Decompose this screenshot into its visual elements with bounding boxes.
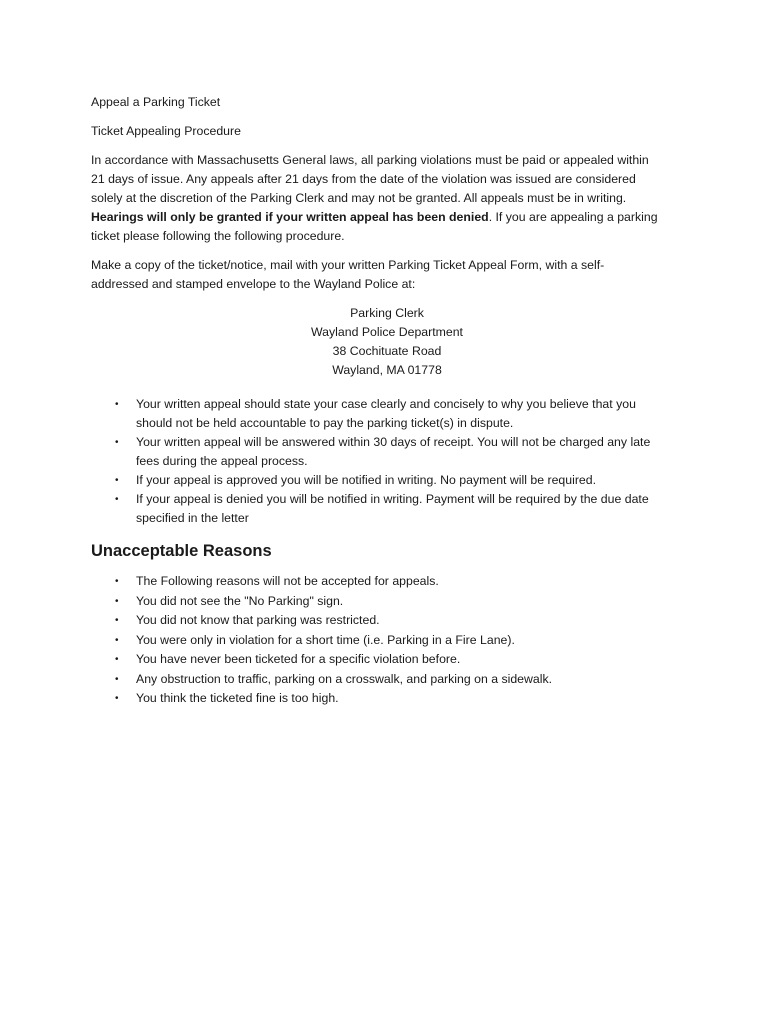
bullet-icon: • — [115, 576, 119, 587]
list-item — [91, 689, 683, 708]
bullet-icon: • — [115, 615, 119, 626]
list-item-text: You did not see the "No Parking" sign. — [136, 593, 344, 608]
page-title: Appeal a Parking Ticket — [91, 95, 221, 109]
address-name: Parking Clerk — [350, 306, 424, 320]
intro-paragraph — [91, 151, 683, 246]
list-item — [91, 433, 683, 471]
list-item-text: Your written appeal should state your case clearly and concisely to why you believe that you — [136, 397, 636, 411]
list-item — [91, 471, 683, 490]
list-item-text: You think the ticketed fine is too high. — [136, 691, 339, 705]
list-item — [91, 611, 683, 630]
document-page — [91, 93, 683, 709]
address-city: Wayland, MA 01778 — [332, 363, 442, 377]
list-item — [91, 395, 683, 433]
bullet-icon: • — [115, 654, 119, 665]
bullet-icon: • — [115, 673, 119, 685]
mail-line: Make a copy of the ticket/notice, mail with your written Parking Ticket Appeal Form, with a self- — [91, 258, 605, 272]
list-item-text: Any obstruction to traffic, parking on a crosswalk, and parking on a sidewalk. — [136, 671, 553, 686]
list-item — [91, 650, 683, 669]
bullet-icon: • — [115, 475, 119, 486]
list-item-text: fees during the appeal process. — [136, 454, 308, 468]
list-item-text: If your appeal is approved you will be notified in writing. No payment will be required. — [136, 473, 597, 487]
intro-line-rest: . If you are appealing a parking — [488, 210, 658, 224]
list-item — [91, 572, 683, 591]
intro-line: solely at the discretion of the Parking Clerk and may not be granted. All appeals must be in writing. — [91, 191, 627, 205]
bullet-icon: • — [115, 634, 119, 646]
intro-line: 21 days of issue. Any appeals after 21 days from the date of the violation was issued are considered — [91, 172, 636, 186]
list-item-text: You have never been ticketed for a specific violation before. — [136, 652, 461, 666]
list-item-text: specified in the letter — [136, 511, 249, 525]
hearings-bold-text: Hearings will only be granted if your written appeal has been denied — [91, 210, 489, 224]
intro-line: In accordance with Massachusetts General laws, all parking violations must be paid or appealed within — [91, 153, 649, 167]
procedure-list — [91, 395, 683, 528]
intro-line — [91, 208, 683, 227]
list-item-text: Your written appeal will be answered within 30 days of receipt. You will not be charged any late — [136, 435, 651, 449]
bullet-icon: • — [115, 399, 119, 410]
list-item-text: If your appeal is denied you will be notified in writing. Payment will be required by the due date — [136, 492, 649, 506]
list-item — [91, 670, 683, 689]
list-item-text: The Following reasons will not be accepted for appeals. — [136, 574, 439, 588]
list-item-text: should not be held accountable to pay the parking ticket(s) in dispute. — [136, 416, 514, 430]
list-item — [91, 631, 683, 650]
list-item — [91, 490, 683, 528]
intro-line: ticket please following the following procedure. — [91, 229, 345, 243]
bullet-icon: • — [115, 437, 119, 448]
section-heading: Unacceptable Reasons — [91, 542, 272, 560]
bullet-icon: • — [115, 693, 119, 704]
list-item-text: You were only in violation for a short time (i.e. Parking in a Fire Lane). — [136, 632, 515, 647]
mail-line: addressed and stamped envelope to the Wayland Police at: — [91, 277, 416, 291]
unacceptable-reasons-list — [91, 572, 683, 708]
address-street: 38 Cochituate Road — [332, 344, 442, 358]
mailing-address — [91, 304, 683, 380]
list-item — [91, 592, 683, 611]
list-item-text: You did not know that parking was restricted. — [136, 613, 380, 627]
bullet-icon: • — [115, 494, 119, 505]
mail-paragraph — [91, 256, 683, 294]
address-department: Wayland Police Department — [311, 325, 463, 339]
bullet-icon: • — [115, 595, 119, 607]
page-subtitle: Ticket Appealing Procedure — [91, 124, 241, 138]
